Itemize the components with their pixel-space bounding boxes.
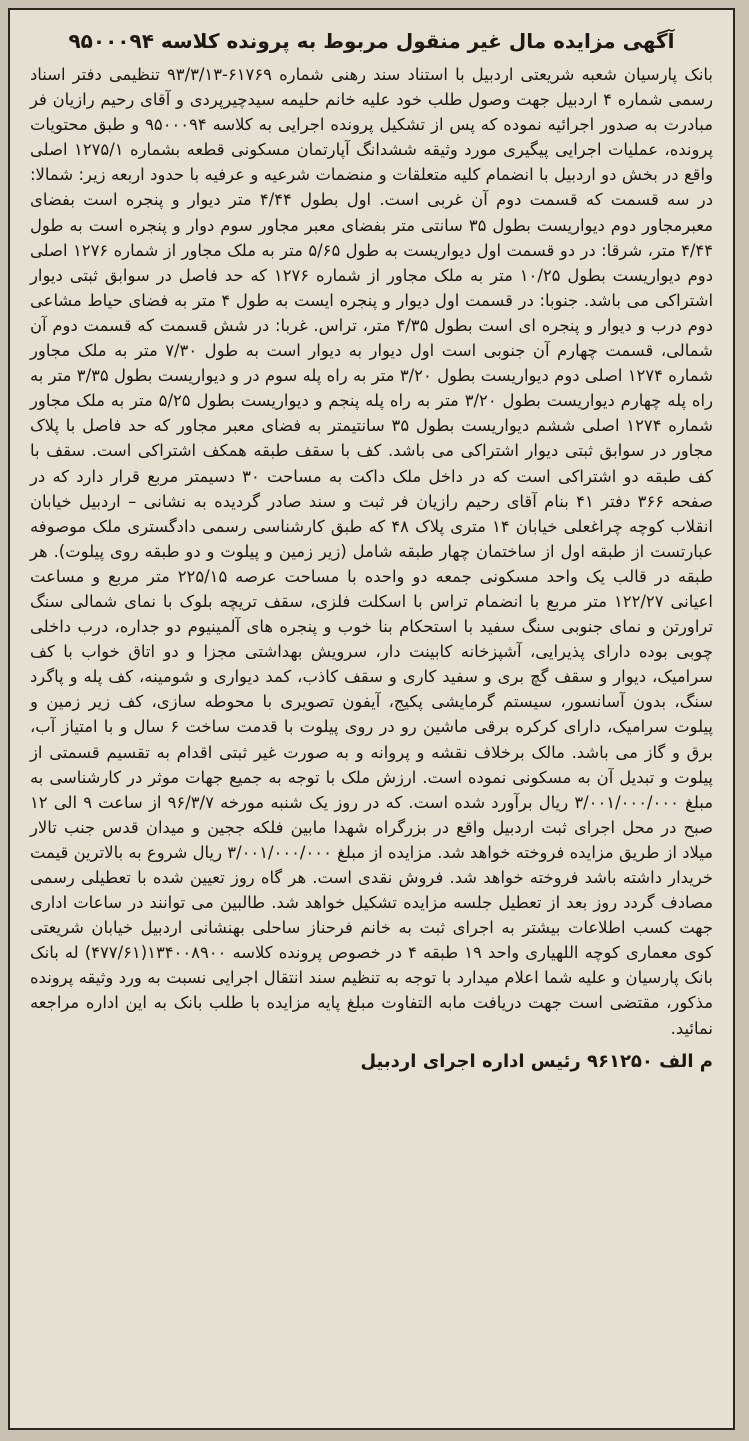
notice-signature: م الف ۹۶۱۲۵۰ رئیس اداره اجرای اردبیل	[360, 1050, 713, 1072]
auction-notice	[8, 8, 735, 1430]
notice-body: بانک پارسیان شعبه شریعتی اردبیل با استناد سند رهنی شماره ۶۱۷۶۹-۹۳/۳/۱۳ تنظیمی دفتر اسناد رسمی شماره ۴ اردبیل جهت وصول طلب خود علیه خانم حلیمه سیدچیرپردی و آقای رحیم رازیان فر مبادرت به صدور اجرائیه نموده که پس از تشکیل پرونده اجرایی به کلاسه ۹۵۰۰۰۹۴ و طبق محتویات پرونده، عملیات اجرایی پیگیری مورد وثیقه ششدانگ آپارتمان مسکونی قطعه بشماره ۱۲۷۵/۱ اصلی واقع در بخش دو اردبیل با انضمام کلیه متعلقات و منضمات شرعیه و عرفیه با حدود اربعه زیر: شمالا: در سه قسمت که قسمت دوم آن غربی است. اول بطول ۴/۴۴ متر دیوار و پنجره است بفضای معبرمجاور دوم دیواریست بطول ۳۵ سانتی متر بفضای معبر مجاور سوم دوار و پنجره است به طول ۴/۴۴ متر، شرقا: در دو قسمت اول دیواریست به طول ۵/۶۵ متر به ملک مجاور از شماره ۱۲۷۶ اصلی دوم دیواریست بطول ۱۰/۲۵ متر به ملک مجاور از شماره ۱۲۷۶ که حد فاصل در سوابق ثبتی دیوار اشتراکی می باشد. جنوبا: در قسمت اول دیوار و پنجره ایست به طول ۴ متر به فضای حیاط مشاعی دوم درب و دیوار و پنجره ای است بطول ۴/۳۵ متر، تراس. غربا: در شش قسمت که قسمت دوم آن شمالی، قسمت چهارم آن جنوبی است اول دیوار به دیوار است به طول ۷/۳۰ متر به ملک مجاور شماره ۱۲۷۴ اصلی دوم دیواریست بطول ۳/۲۰ متر به راه پله سوم در و دیواریست بطول ۳/۳۵ متر به راه پله چهارم دیواریست بطول ۳/۲۰ متر به راه پله پنجم و دیواریست بطول ۵/۲۵ متر به ملک مجاور شماره ۱۲۷۴ اصلی ششم دیواریست بطول ۳۵ سانتیمتر به فضای معبر مجاور که حد فاصل با پلاک مجاور در سوابق ثبتی دیوار اشتراکی می باشد. کف با سقف طبقه همکف اشتراکی است. سقف با کف طبقه دو اشتراکی است که در داخل ملک داکت به مساحت ۳۰ دسیمتر مربع قرار دارد که در صفحه ۳۶۶ دفتر ۴۱ بنام آقای رحیم رازیان فر ثبت و سند صادر گردیده به نشانی – اردبیل خیابان انقلاب کوچه چراغعلی خیابان ۱۴ متری پلاک ۴۸ که طبق کارشناسی رسمی دادگستری ملک موصوفه عبارتست از طبقه اول از ساختمان چهار طبقه شامل (زیر زمین و پیلوت و دو طبقه روی پیلوت). هر طبقه در قالب یک واحد مسکونی جمعه دو واحده با مساحت عرصه ۲۲۵/۱۵ متر مربع و مساعت اعیانی ۱۲۲/۲۷ متر مربع با انضمام تراس با اسکلت فلزی، سقف تریچه بلوک با نمای شمالی سنگ تراورتن و نمای جنوبی سنگ سفید با استحکام بنا خوب و پنجره های آلمینیوم دو جداره، درب داخلی چوبی بوده دارای پذیرایی، آشپزخانه کابینت دار، سرویش بهداشتی مجزا و دو اتاق خواب با کف سرامیک، دیوار و سقف گچ بری و سفید کاری و سقف کاذب، کمد دیواری و شومینه، کف پله و پاگرد سنگ، بدون آسانسور، سیستم گرمایشی پکیج، آیفون تصویری با محوطه سازی، کف زیر زمین و پیلوت سرامیک، دارای کرکره برقی ماشین رو در روی پیلوت با قدمت ساخت ۶ سال و با امتیاز آب، برق و گاز می باشد. مالک برخلاف نقشه و پروانه و به صورت غیر ثبتی اقدام به تقسیم قسمتی از پیلوت و تبدیل آن به مسکونی نموده است. ارزش ملک با توجه به جمیع جهات موثر در کارشناسی به مبلغ ۳/۰۰۱/۰۰۰/۰۰۰ ریال برآورد شده است. که در روز یک شنبه مورخه ۹۶/۳/۷ از ساعت ۹ الی ۱۲ صبح در محل اجرای ثبت اردبیل واقع در بزرگراه شهدا مابین فلکه ججین و میدان قدس جنب تالار میلاد از طریق مزایده فروخته خواهد شد. مزایده از مبلغ ۳/۰۰۱/۰۰۰/۰۰۰ ریال شروع به بالاترین قیمت خریدار داشته باشد فروخته خواهد شد. فروش نقدی است. هر گاه روز تعیین شده با تعطیلی رسمی مصادف گردد روز بعد از تعطیل جلسه مزایده تشکیل خواهد شد. طالبین می توانند در ساعات اداری جهت کسب اطلاعات بیشتر به اجرای ثبت به خانم فرحناز ساحلی بهنشانی اردبیل خیابان شریعتی کوی معماری کوچه اللهیاری واحد ۱۹ طبقه ۴ در خصوص پرونده کلاسه ۱۳۴۰۰۸۹۰۰(۴۷۷/۶۱) له بانک بانک پارسیان و علیه شما اعلام میدارد با توجه به تنظیم سند انتقال اجرایی نسبت به ورد وثیقه پرونده مذکور، مقتضی است جهت دریافت مابه التفاوت مبلغ پایه مزایده با طلب بانک به این اداره مراجعه نمائید.	[30, 65, 714, 1038]
notice-title: آگهی مزایده مال غیر منقول مربوط به پرونده کلاسه ۹۵۰۰۰۹۴	[68, 29, 675, 53]
